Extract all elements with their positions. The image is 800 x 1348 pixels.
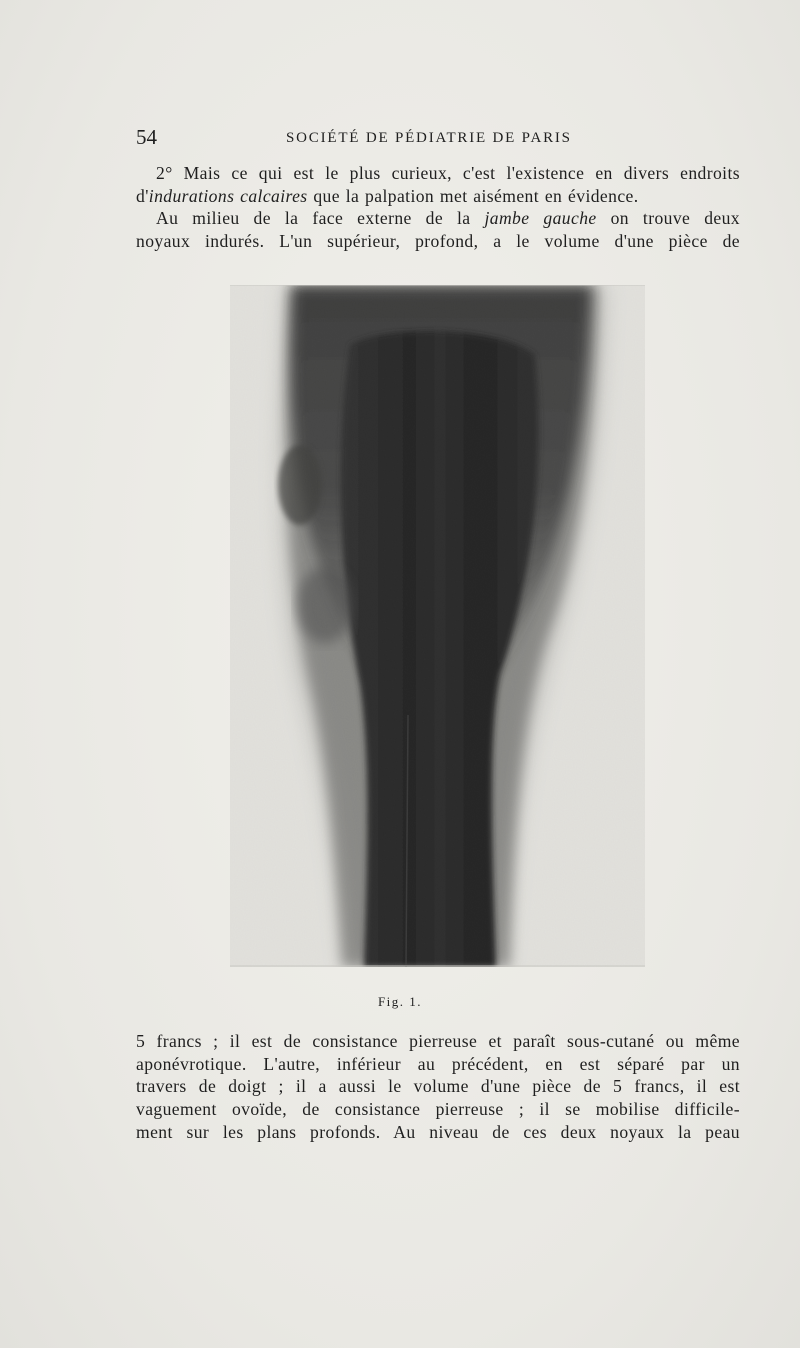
text-line: noyaux indurés. L'un supérieur, profond, a le volume d'une pièce de	[136, 231, 740, 252]
text-line: ment sur les plans profonds. Au niveau de ces deux noyaux la peau	[136, 1121, 740, 1142]
page-header	[136, 124, 740, 150]
radiograph-figure	[230, 285, 645, 967]
running-head: SOCIÉTÉ DE PÉDIATRIE DE PARIS	[286, 130, 572, 146]
italic-term: jambe gauche	[484, 208, 597, 229]
figure-caption: Fig. 1.	[377, 994, 423, 1009]
page-number: 54	[136, 125, 157, 149]
text-line: 2° Mais ce qui est le plus curieux, c'est l'existence en divers endroits	[156, 163, 740, 183]
text-line: vaguement ovoïde, de consistance pierreuse ; il se mobilise difficile-	[136, 1099, 740, 1120]
text-line: travers de doigt ; il a aussi le volume d'une pièce de 5 francs, il est	[136, 1076, 740, 1097]
paragraph-bottom	[136, 1030, 740, 1144]
text-line: aponévrotique. L'autre, inférieur au précédent, en est séparé par un	[136, 1053, 740, 1074]
text-line: Au milieu de la face externe de la jambe gauche on trouve deux	[156, 208, 740, 229]
leg-radiograph-image	[230, 285, 645, 967]
text-line: 5 francs ; il est de consistance pierreuse et paraît sous-cutané ou même	[136, 1031, 740, 1051]
paragraph-top	[136, 162, 740, 253]
italic-term: indurations calcaires	[148, 185, 308, 206]
text-line: d'indurations calcaires que la palpation met aisément en évidence.	[136, 185, 639, 206]
